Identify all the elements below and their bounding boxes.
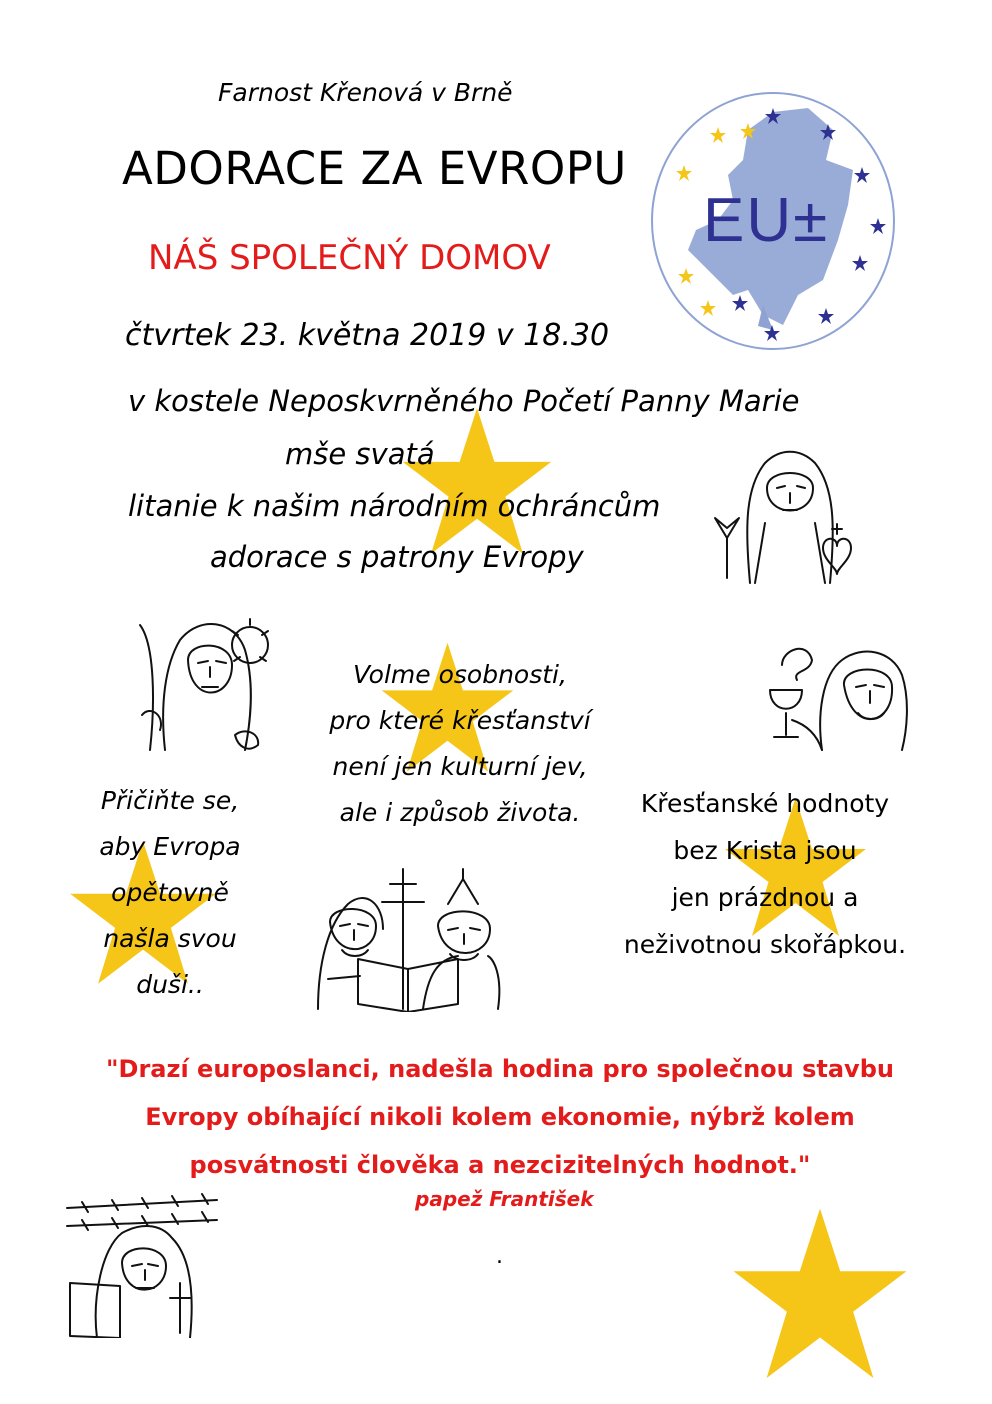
page-title: ADORACE ZA EVROPU xyxy=(122,142,627,195)
page-subtitle: NÁŠ SPOLEČNÝ DOMOV xyxy=(148,238,551,278)
pope-quote-line: "Drazí europoslanci, nadešla hodina pro společnou stavbu xyxy=(106,1055,894,1083)
eu-logo-text: EU± xyxy=(703,186,830,255)
quote-right-line: neživotnou skořápkou. xyxy=(623,930,907,959)
event-venue: v kostele Neposkvrněného Početí Panny Marie xyxy=(128,384,800,418)
quote-right-line: jen prázdnou a xyxy=(671,883,859,912)
saint-nun-lily-heart-image xyxy=(705,448,865,588)
quote-left xyxy=(60,778,280,1008)
parish-name: Farnost Křenová v Brně xyxy=(218,78,513,107)
pope-quote-line: posvátnosti člověka a nezcizitelných hodnot." xyxy=(189,1151,811,1179)
quote-middle-line: není jen kulturní jev, xyxy=(332,752,588,781)
eu-logo xyxy=(648,90,898,352)
quote-left-line: našla svou xyxy=(103,924,237,953)
quote-middle-line: ale i způsob života. xyxy=(339,798,581,827)
saint-teresa-benedicta-image xyxy=(62,1188,220,1338)
saints-cyril-methodius-image xyxy=(298,864,538,1012)
saint-pilgrim-thorns-image xyxy=(120,605,280,755)
event-date: čtvrtek 23. května 2019 v 18.30 xyxy=(125,318,610,353)
quote-left-line: aby Evropa xyxy=(99,832,241,861)
quote-left-line: duši.. xyxy=(136,970,204,999)
program-litany: litanie k našim národním ochráncům xyxy=(128,489,661,523)
star-icon-bottom xyxy=(726,1205,914,1389)
quote-right-line: bez Krista jsou xyxy=(673,836,857,865)
quote-middle xyxy=(295,652,625,836)
program-mass: mše svatá xyxy=(285,437,435,471)
program-adoration: adorace s patrony Evropy xyxy=(210,540,584,574)
quote-left-line: Přičiňte se, xyxy=(100,786,240,815)
quote-right-line: Křesťanské hodnoty xyxy=(640,789,890,818)
saint-benedict-chalice-image xyxy=(762,625,914,755)
footer-dot: . xyxy=(496,1244,503,1269)
pope-quote xyxy=(60,1045,940,1189)
quote-right xyxy=(595,780,935,968)
quote-middle-line: pro které křesťanství xyxy=(329,706,591,735)
quote-left-line: opětovně xyxy=(111,878,229,907)
pope-quote-author: papež František xyxy=(415,1187,594,1211)
pope-quote-line: Evropy obíhající nikoli kolem ekonomie, nýbrž kolem xyxy=(145,1103,855,1131)
quote-middle-line: Volme osobnosti, xyxy=(353,660,567,689)
